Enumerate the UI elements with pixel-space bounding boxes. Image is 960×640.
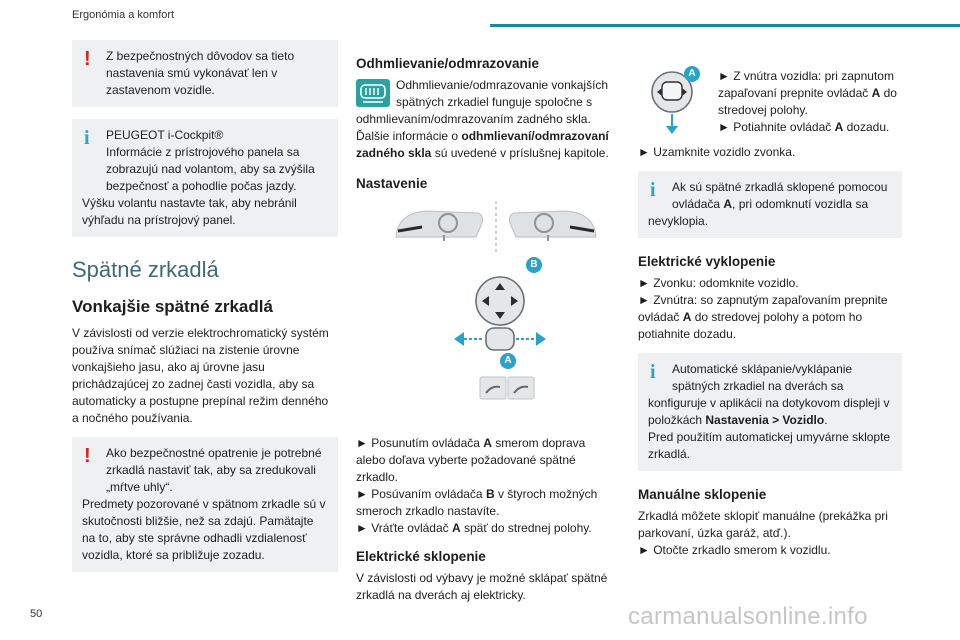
label-a-badge: A [684, 66, 700, 82]
defrost-paragraph [356, 77, 610, 162]
unfold-title: Elektrické vyklopenie [638, 254, 776, 269]
joystick-b-diagram [440, 271, 560, 421]
electrochromatic-paragraph: V závislosti od verzie elektrochromatický systém používa snímač slúžiaci na zistenie úrovne vonkajšieho jasu, ako aj úrovne jasu prichádzajúcej zo zadnej časti vozidla, aby sa automaticky a postupne prepínal režim denného a nočného používania. [72, 326, 329, 425]
section-title: Vonkajšie spätné zrkadlá [72, 297, 273, 316]
chapter-title: Spätné zrkadlá [72, 257, 219, 282]
setting-title: Nastavenie [356, 176, 428, 191]
info-icon: i [650, 179, 656, 201]
header-accent-bar [490, 24, 960, 27]
warning-icon: ! [84, 48, 91, 70]
manual-fold-step: ► Otočte zrkadlo smerom k vozidlu. [638, 543, 831, 557]
unfold-step-2: ► Zvnútra: so zapnutým zapaľovaním prepnite ovládač A do stredovej polohy a potom ho potiahnite dozadu. [638, 293, 888, 341]
fold-step-1: ► Z vnútra vozidla: pri zapnutom zapaľovaní prepnite ovládač A do stredovej polohy. [718, 69, 897, 117]
info-note-text: spätných zrkadiel na dverách sa konfiguruje v aplikácii na dotykovom displeji v položkách Nastavenia > Vozidlo. [648, 379, 890, 427]
info-icon: i [650, 361, 656, 383]
warning-icon: ! [84, 445, 91, 467]
info-note-text: ovládača A, pri odomknutí vozidla sa nevyklopia. [648, 197, 869, 228]
info-note-fold [638, 171, 902, 238]
manual-fold-text: Zrkadlá môžete sklopiť manuálne (prekážka pri parkovaní, úzka garáž, atď.). [638, 509, 888, 540]
info-note-line1: Automatické sklápanie/vyklápanie [672, 362, 853, 376]
electric-fold-title: Elektrické sklopenie [356, 549, 486, 564]
mirror-defrost-icon [356, 79, 390, 107]
lock-step: ► Uzamknite vozidlo zvonka. [638, 145, 796, 159]
fold-step-2: ► Potiahnite ovládač A dozadu. [718, 120, 890, 134]
info-note-line1: Ak sú spätné zrkadlá sklopené pomocou [672, 180, 888, 194]
info-icon: i [84, 127, 90, 149]
manual-fold-title: Manuálne sklopenie [638, 487, 767, 502]
info-note-text-2: Pred použitím automatickej umyvárne sklopte zrkadlá. [648, 430, 891, 461]
defrost-title: Odhmlievanie/odmrazovanie [356, 56, 540, 71]
setting-step-3: ► Vráťte ovládač A späť do strednej polohy. [356, 521, 592, 535]
setting-step-1: ► Posunutím ovládača A smerom doprava alebo doľava vyberte požadované spätné zrkadlo. [356, 436, 586, 484]
setting-step-2: ► Posúvaním ovládača B v štyroch možných smeroch zrkadlo nastavíte. [356, 487, 598, 518]
defrost-text: Odhmlievanie/odmrazovanie vonkajších spätných zrkadiel funguje spoločne s odhmlievaním/odmrazovaním zadného skla. Ďalšie informácie o [356, 78, 609, 143]
fold-step-block [638, 64, 902, 142]
joystick-control-diagram [440, 259, 560, 421]
label-b-badge: B [526, 257, 542, 273]
info-note-auto-fold [638, 353, 902, 471]
warning-note-text-2: Predmety pozorované v spätnom zrkadle sú v skutočnosti bližšie, než sa zdajú. Pamätajte na to, aby ste správne odhadli vzdialenosť vozidla, ktoré sa približuje zozadu. [82, 497, 326, 562]
warning-note-text: nastavenia smú vykonávať len v zastavenom vozidle. [106, 66, 278, 97]
defrost-text-end: sú uvedené v príslušnej kapitole. [431, 146, 609, 160]
unfold-step-1: ► Zvonku: odomknite vozidlo. [638, 276, 799, 290]
info-note-icockpit [72, 119, 338, 237]
column-right [638, 64, 902, 569]
label-a-badge: A [500, 353, 516, 369]
warning-note-blindspot [72, 437, 338, 572]
column-left [72, 40, 338, 584]
defrost-text-bold: odhmlievaní/odmrazovaní zadného skla [356, 129, 609, 160]
mirror-adjust-diagram [386, 201, 606, 253]
warning-note-line1: Z bezpečnostných dôvodov sa tieto [106, 49, 295, 63]
warning-note-line1: Ako bezpečnostné opatrenie je potrebné [106, 446, 322, 460]
warning-note-text: zrkadlá nastaviť tak, aby sa zredukovali „mŕtve uhly“. [106, 463, 316, 494]
watermark: carmanualsonline.info [628, 603, 868, 630]
page-number: 50 [30, 608, 43, 620]
electric-fold-text: V závislosti od výbavy je možné sklápať spätné zrkadlá na dverách aj elektricky. [356, 571, 608, 602]
info-note-title: PEUGEOT i-Cockpit® [106, 128, 224, 142]
warning-note-safety [72, 40, 338, 107]
column-middle [356, 56, 610, 614]
info-note-text: Informácie z prístrojového panela sa zobrazujú nad volantom, aby sa zvýšila bezpečnosť a pohodlie počas jazdy. [106, 145, 315, 193]
info-note-text-2: Výšku volantu nastavte tak, aby nebránil výhľadu na prístrojový panel. [82, 196, 297, 227]
page-header-title: Ergonómia a komfort [72, 9, 175, 21]
